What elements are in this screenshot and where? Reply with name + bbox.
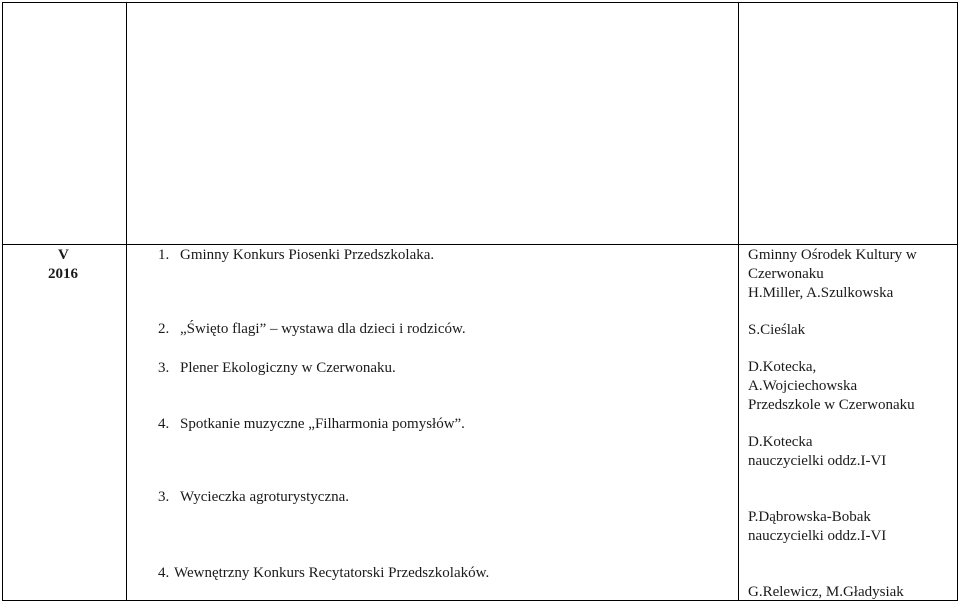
event-number: 4. — [158, 565, 170, 581]
event-text: Spotkanie muzyczne „Filharmonia pomysłów”. — [180, 416, 465, 432]
responsible-line: nauczycielki oddz.I-VI — [748, 528, 887, 544]
month-label: V — [58, 247, 69, 263]
responsible-line: Gminny Ośrodek Kultury w — [748, 247, 917, 263]
col-border-right — [957, 2, 958, 601]
event-number: 4. — [158, 416, 170, 432]
col-border-2 — [738, 2, 739, 601]
table-top-border — [2, 2, 958, 3]
event-item — [158, 488, 349, 507]
responsible-line: A.Wojciechowska — [748, 378, 858, 394]
event-number: 3. — [158, 360, 170, 376]
col-border-left — [2, 2, 3, 601]
responsible-line: Czerwonaku — [748, 266, 824, 282]
responsible-line: H.Miller, A.Szulkowska — [748, 285, 894, 301]
event-text: Plener Ekologiczny w Czerwonaku. — [180, 360, 396, 376]
event-text: „Święto flagi” – wystawa dla dzieci i rodziców. — [180, 321, 466, 337]
event-text: Gminny Konkurs Piosenki Przedszkolaka. — [180, 247, 435, 263]
responsible-line: D.Kotecka, — [748, 359, 817, 375]
col-border-1 — [126, 2, 127, 601]
responsible-line: G.Relewicz, M.Gładysiak — [748, 584, 904, 600]
responsible-line: P.Dąbrowska-Bobak — [748, 509, 871, 525]
event-text: Wycieczka agroturystyczna. — [180, 489, 350, 505]
event-item — [158, 415, 465, 434]
event-item — [158, 246, 434, 265]
responsible-line: S.Cieślak — [748, 322, 806, 338]
event-number: 3. — [158, 489, 170, 505]
responsible-line: nauczycielki oddz.I-VI — [748, 453, 887, 469]
responsible-line: D.Kotecka — [748, 434, 813, 450]
row-divider — [2, 244, 958, 245]
year-label: 2016 — [48, 266, 78, 282]
event-number: 1. — [158, 247, 170, 263]
event-item — [158, 320, 466, 339]
event-item — [158, 359, 396, 378]
event-text: Wewnętrzny Konkurs Recytatorski Przedszkolaków. — [174, 565, 490, 581]
event-item — [158, 564, 489, 583]
responsible-line: Przedszkole w Czerwonaku — [748, 397, 915, 413]
event-number: 2. — [158, 321, 170, 337]
